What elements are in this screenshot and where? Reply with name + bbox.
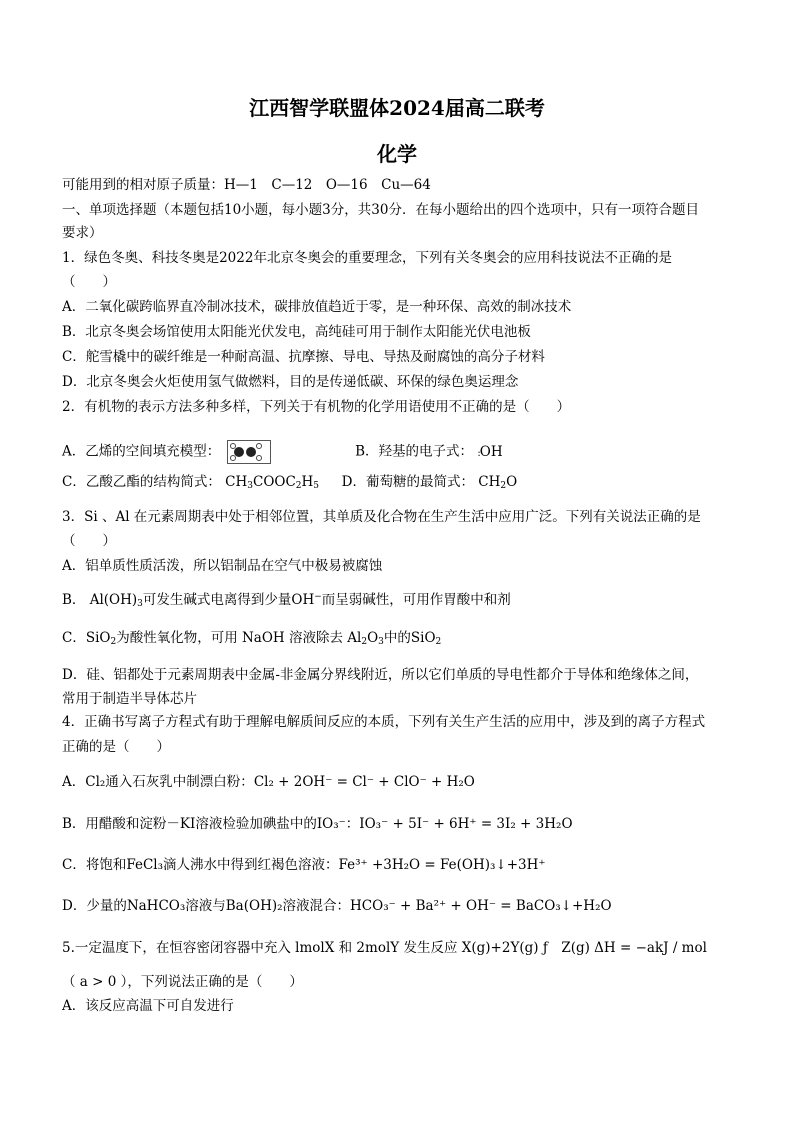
q4-option-c-equation: Fe³⁺ +3H₂O = Fe(OH)₃↓+3H⁺ [338,857,546,873]
q4-stem: 4．正确书写离子方程式有助于理解电解质间反应的本质，下列有关生产生活的应用中，涉及到的离子方程式 [62,714,706,730]
q2-option-c-label: C．乙酸乙酯的结构简式： [62,474,221,490]
q4-option-b-equation: IO₃⁻ + 5I⁻ + 6H⁺ = 3I₂ + 3H₂O [359,816,573,832]
q2-option-b-label: B．羟基的电子式： [355,443,474,460]
subject-title: 化学 [377,142,417,166]
q4-option-a-equation: Cl₂ + 2OH⁻ = Cl⁻ + ClO⁻ + H₂O [253,774,475,790]
q3-option-d-cont: 常用于制造半导体芯片 [62,691,197,707]
q1-stem-paren: （ ） [62,274,116,290]
q5-stem-cont: （ a > 0 ），下列说法正确的是（ ） [62,974,303,990]
q1-option-d: D．北京冬奥会火炬使用氢气做燃料，目的是传递低碳、环保的绿色奥运理念 [62,374,519,390]
q4-option-b: B．用醋酸和淀粉－KI溶液检验加碘盐中的IO₃⁻：IO₃⁻ + 5I⁻ + 6H⁺ = 3I₂ + 3H₂O [62,816,573,832]
q3-option-b: B． $Al(OH)_3$可发生碱式电离得到少量OH−而呈弱碱性，可用作胃酸中和剂 [62,592,511,609]
hydroxyl-electron-formula: :OH [477,443,503,460]
ethyl-acetate-formula: $CH_3COOC_2H_5$ [225,474,320,491]
q3-stem-paren: （ ） [62,533,116,549]
ethylene-space-filling-model-image [227,440,271,464]
q3-option-a: A．铝单质性质活泼，所以铝制品在空气中极易被腐蚀 [62,558,383,574]
q4-option-d: D．少量的NaHCO₃溶液与Ba(OH)₂溶液混合：HCO₃⁻ + Ba²⁺ + OH⁻ = BaCO₃↓+H₂O [62,898,612,914]
exam-title: 江西智学联盟体2024届高二联考 [249,96,545,120]
atomic-masses: 可能用到的相对原子质量：H—1 C—12 O—16 Cu—64 [62,177,431,193]
q4-option-a: A．Cl₂通入石灰乳中制漂白粉：Cl₂ + 2OH⁻ = Cl⁻ + ClO⁻ + H₂O [62,774,475,790]
section-heading-cont: 要求） [62,225,103,241]
q4-option-d-equation: HCO₃⁻ + Ba²⁺ + OH⁻ = BaCO₃↓+H₂O [350,898,612,914]
q3-option-c: C．SiO$_2$为酸性氧化物，可用 NaOH 溶液除去 $Al_2O_3$中的SiO$_2$ [62,630,442,647]
q3-stem: 3．Si 、Al 在元素周期表中处于相邻位置，其单质及化合物在生产生活中应用广泛。下列有关说法正确的是 [62,509,701,525]
glucose-empirical-formula: $CH_2O$ [478,474,518,491]
q2-option-d-label: D．葡萄糖的最简式： [341,474,474,490]
section-heading: 一、单项选择题（本题包括10小题，每小题3分，共30分．在每小题给出的四个选项中，只有一项符合题目 [62,202,699,218]
q1-option-b: B．北京冬奥会场馆使用太阳能光伏发电，高纯硅可用于制作太阳能光伏电池板 [62,324,531,340]
q2-stem: 2．有机物的表示方法多种多样，下列关于有机物的化学用语使用不正确的是（ ） [62,399,571,415]
q4-stem-cont: 正确的是（ ） [62,739,170,755]
q1-option-a: A．二氧化碳跨临界直冷制冰技术，碳排放值趋近于零，是一种环保、高效的制冰技术 [62,299,572,315]
q5-stem: 5.一定温度下，在恒容密闭容器中充入 lmolX 和 2molY 发生反应 X(g)+2Y(g) ƒ Z(g) ΔH = −akJ / mol [62,940,707,956]
q2-option-a-label: A．乙烯的空间填充模型： [62,443,221,460]
q2-options-ab [62,440,754,464]
q4-option-c: C．将饱和FeCl₃滴人沸水中得到红褐色溶液：Fe³⁺ +3H₂O = Fe(OH)₃↓+3H⁺ [62,857,546,873]
q3-option-d: D．硅、铝都处于元素周期表中金属-非金属分界线附近，所以它们单质的导电性都介于导体和绝缘体之间， [62,667,699,683]
q2-options-cd [62,472,754,492]
q1-option-c: C．舵雪橇中的碳纤维是一种耐高温、抗摩擦、导电、导热及耐腐蚀的高分子材料 [62,349,545,365]
q5-option-a: A．该反应高温下可自发进行 [62,998,234,1014]
q1-stem: 1．绿色冬奥、科技冬奥是2022年北京冬奥会的重要理念，下列有关冬奥会的应用科技说法不正确的是 [62,250,672,266]
